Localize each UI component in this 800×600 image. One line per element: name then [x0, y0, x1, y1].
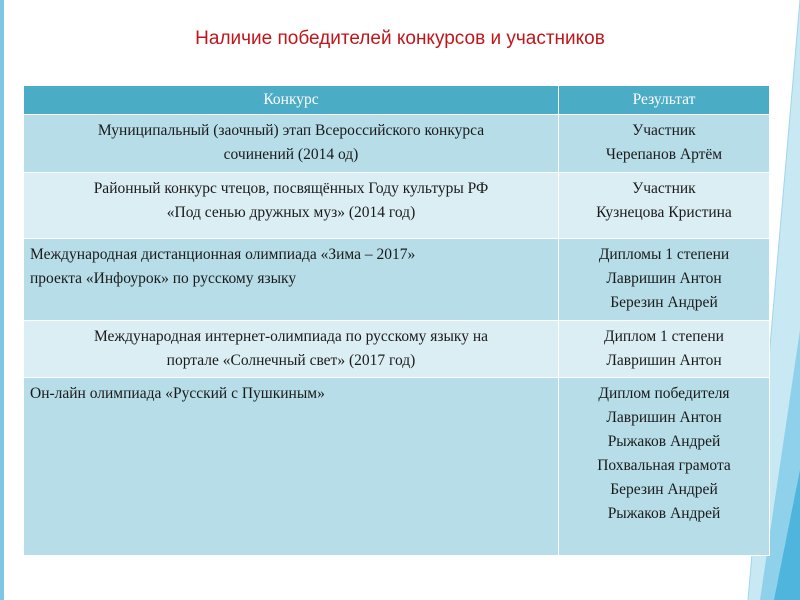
table-row [24, 378, 770, 556]
result-cell [559, 173, 770, 239]
header-contest: Конкурс [24, 86, 559, 115]
contest-line: портале «Солнечный свет» (2017 год) [166, 352, 416, 369]
result-cell [559, 321, 770, 378]
header-result: Результат [559, 86, 770, 115]
contest-line: Районный конкурс чтецов, посвящённых Году культуры РФ [93, 180, 489, 197]
contest-cell [24, 321, 559, 378]
result-line: Участник [632, 122, 696, 139]
result-line: Лавришин Антон [606, 352, 722, 369]
result-line: Березин Андрей [610, 481, 718, 498]
contest-line: Он-лайн олимпиада «Русский с Пушкиным» [30, 385, 325, 402]
table-row [24, 115, 770, 173]
page-title: Наличие победителей конкурсов и участников [195, 28, 605, 49]
contest-cell [24, 173, 559, 239]
contest-line: «Под сенью дружных муз» (2014 год) [166, 204, 416, 221]
result-cell [559, 115, 770, 173]
result-line: Диплом 1 степени [604, 328, 724, 345]
contest-cell [24, 378, 559, 556]
contest-line: сочинений (2014 од) [223, 146, 359, 163]
contest-line: Международная дистанционная олимпиада «Зима – 2017» [30, 246, 416, 263]
table-row [24, 321, 770, 378]
left-accent-bar [0, 0, 4, 600]
result-line: Похвальная грамота [597, 457, 731, 474]
result-line: Дипломы 1 степени [598, 246, 730, 263]
result-line: Кузнецова Кристина [596, 204, 732, 221]
table-row [24, 239, 770, 321]
result-line: Диплом победителя [598, 385, 730, 402]
contest-line: Международная интернет-олимпиада по русскому языку на [93, 328, 489, 345]
result-line: Лавришин Антон [606, 270, 722, 287]
result-line: Рыжаков Андрей [607, 505, 721, 522]
table-row [24, 173, 770, 239]
result-line: Участник [632, 180, 696, 197]
result-line: Березин Андрей [610, 294, 718, 311]
contest-line: проекта «Инфоурок» по русскому языку [30, 270, 297, 287]
contests-table [23, 85, 770, 556]
contest-cell [24, 239, 559, 321]
result-line: Черепанов Артём [605, 146, 723, 163]
result-cell [559, 378, 770, 556]
contest-cell [24, 115, 559, 173]
result-line: Лавришин Антон [606, 409, 722, 426]
result-cell [559, 239, 770, 321]
result-line: Рыжаков Андрей [607, 433, 721, 450]
contest-line: Муниципальный (заочный) этап Всероссийского конкурса [97, 122, 485, 139]
table-header-row [24, 86, 770, 115]
